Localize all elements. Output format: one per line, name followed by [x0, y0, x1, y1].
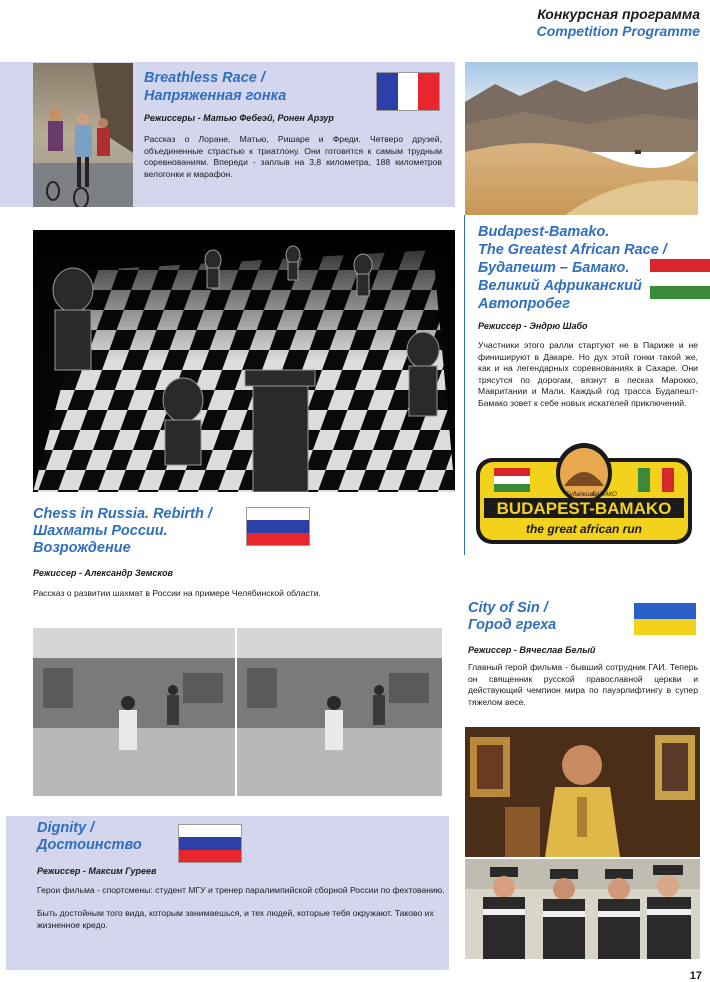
dignity-photo-left [33, 628, 235, 796]
dignity-director: Режиссер - Максим Гуреев [37, 866, 157, 876]
section-title-ru: Конкурсная программа [537, 6, 700, 22]
cyclists-photo [33, 63, 133, 207]
logo-top-text: Будапешт [566, 492, 596, 498]
logo-main-text: BUDAPEST-BAMAKO [496, 499, 672, 518]
logo-sub-text: the great african run [525, 522, 643, 536]
desert-photo [465, 62, 698, 215]
chess-description: Рассказ о развитии шахмат в России на примере Челябинской области. [33, 588, 321, 598]
dignity-photo-right [237, 628, 442, 796]
city-title-ru: Город греха [468, 617, 557, 633]
budapest-title-2: The Greatest African Race / [478, 242, 667, 258]
breathless-title-en: Breathless Race / [144, 70, 265, 86]
flag-hungary [650, 259, 710, 299]
budapest-title-3: Будапешт – Бамако. [478, 260, 630, 276]
flag-ukraine [634, 603, 696, 635]
flag-france [376, 72, 440, 111]
budapest-border [464, 215, 465, 555]
budapest-bamako-logo [474, 438, 694, 548]
chess-title-3: Возрождение [33, 540, 131, 556]
city-title-en: City of Sin / [468, 600, 548, 616]
chess-photo [33, 230, 455, 492]
flag-russia-chess [246, 507, 310, 546]
city-description: Главный герой фильма - бывший сотрудник ГАИ. Теперь он священник русской православной церкви и действующий чемпион мира по пауэрлифтингу в супер тяжелом весе. [468, 662, 698, 707]
budapest-title-4: Великий Африканский [478, 278, 642, 294]
chess-title-1: Chess in Russia. Rebirth / [33, 506, 212, 522]
section-title-en: Competition Programme [536, 23, 700, 39]
chess-title-2: Шахматы России. [33, 523, 168, 539]
budapest-description: Участники этого ралли стартуют не в Париже и не финишируют в Дакаре. Но дух этой гонки такой же, как и на легендарных соревнованиях в Сахаре. Они трясутся по дорогам, вязнут в песках Марокко, Мавритании и Мали. Каждый год трасса Будапешт-Бамако зовет к себе новых искателей приключений. [478, 340, 698, 408]
flag-russia-dignity [178, 824, 242, 863]
police-photo [465, 859, 700, 959]
chess-director: Режиссер - Александр Земсков [33, 568, 173, 578]
breathless-director: Режиссеры - Матью Фебеэй, Ронен Арзур [144, 113, 334, 123]
dignity-title-ru: Достоинство [37, 837, 142, 853]
budapest-title-5: Автопробег [478, 296, 570, 312]
dignity-description-2: Быть достойным того вида, которым занимаешься, и тех людей, которые тебя окружают. Таково их жизненное кредо. [37, 908, 434, 930]
dignity-title-en: Dignity / [37, 820, 95, 836]
priest-photo [465, 727, 700, 857]
breathless-description: Рассказ о Лоране, Матью, Ришаре и Фреди. Четверо друзей, объединенные страстью к триатлону. Они готовятся к самым трудным соревнованиям. Впереди - заплыв на 3,8 километра, 188 километров велогонки и марафон. [144, 134, 442, 179]
breathless-title-ru: Напряженная гонка [144, 88, 287, 104]
city-director: Режиссер - Вячеслав Белый [468, 645, 596, 655]
budapest-title-1: Budapest-Bamako. [478, 224, 610, 240]
page-number: 17 [689, 970, 702, 982]
budapest-director: Режиссер - Эндрю Шабо [478, 321, 588, 331]
dignity-description-1: Герои фильма - спортсмены: студент МГУ и тренер паралимпийской сборной России по фехтованию. [37, 885, 445, 895]
logo-top-text-2: БАМАКО [592, 492, 617, 498]
